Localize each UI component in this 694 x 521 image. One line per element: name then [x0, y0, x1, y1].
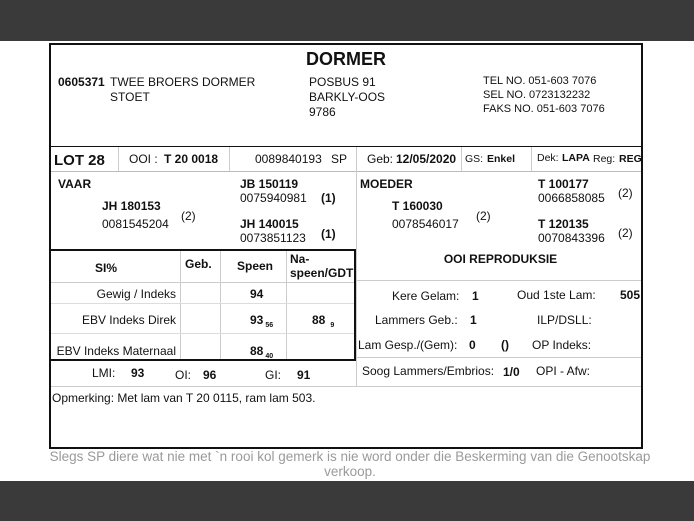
dam-number: 0078546017 [392, 217, 459, 231]
lot-number: LOT 28 [54, 152, 105, 169]
owner-address-line3: 9786 [309, 105, 336, 119]
owner-address-line2: BARKLY-OOS [309, 90, 386, 104]
divider [51, 303, 354, 304]
naspeen-accuracy: 9 [330, 322, 335, 329]
oud-1ste-lam-label: Oud 1ste Lam: [517, 288, 596, 302]
dam-dam-number: 0070843396 [538, 231, 605, 245]
gi-value: 91 [297, 368, 311, 382]
lammers-geb-label: Lammers Geb.: [375, 313, 458, 327]
dam-sire-id: T 100177 [538, 177, 589, 191]
lammers-geb-value: 1 [470, 313, 477, 327]
kere-gelam-value: 1 [472, 289, 479, 303]
opi-afw-label: OPI - Afw: [536, 364, 591, 378]
sire-sire-id: JB 150119 [240, 177, 299, 191]
si-row-speen [250, 344, 273, 360]
divider [51, 386, 641, 387]
divider [357, 280, 641, 281]
divider [180, 251, 181, 359]
dek-label: Dek: [537, 152, 559, 164]
si-row-label: EBV Indeks Direk [81, 313, 176, 327]
gi-label: GI: [265, 368, 282, 382]
dam-sire-grade: (2) [618, 186, 633, 200]
remark: Opmerking: Met lam van T 20 0115, ram lam 503. [52, 391, 316, 405]
owner-name-line1: TWEE BROERS DORMER [110, 75, 256, 89]
dam-dam-grade: (2) [618, 226, 633, 240]
sire-sire-number: 0075940981 [240, 191, 307, 205]
sire-sire-grade: (1) [321, 191, 336, 205]
divider [51, 146, 641, 147]
reg-label: Reg: [593, 153, 616, 165]
birth-date: 12/05/2020 [396, 152, 457, 166]
divider [356, 249, 357, 386]
si-row-naspeen [312, 313, 334, 329]
geb-header: Geb. [185, 257, 212, 271]
divider [357, 357, 641, 358]
kere-gelam-label: Kere Gelam: [392, 289, 460, 303]
si-header: SI% [95, 261, 118, 275]
sire-dam-number: 0073851123 [240, 231, 306, 245]
owner-name-line2: STOET [110, 90, 150, 104]
naspeen-value: 88 [312, 313, 326, 327]
top-dark-band [0, 0, 694, 41]
speen-value: 88 [250, 344, 264, 358]
speen-accuracy: 40 [265, 353, 274, 360]
owner-address-line1: POSBUS 91 [309, 75, 376, 89]
speen-value: 93 [250, 313, 264, 327]
oud-1ste-lam-value: 505 [620, 288, 641, 302]
dam-dam-id: T 120135 [538, 217, 589, 231]
owner-sel: SEL NO. 0723132232 [483, 89, 591, 101]
lam-gesp-extra: () [501, 338, 509, 352]
soog-value: 1/0 [503, 365, 520, 379]
divider [229, 147, 230, 171]
sire-dam-id: JH 140015 [240, 217, 299, 231]
speen-accuracy: 56 [265, 322, 274, 329]
divider [531, 147, 532, 171]
ooi-label: OOI : [129, 152, 158, 166]
gs-value: Enkel [487, 153, 516, 165]
si-row-speen: 94 [250, 287, 264, 301]
divider [118, 147, 119, 171]
footnote: Slegs SP diere wat nie met `n rooi kol gemerk is nie word onder die Beskerming van die Genootskap verkoop. [49, 449, 651, 479]
si-row-label: EBV Indeks Maternaal [56, 344, 176, 358]
divider [51, 333, 354, 334]
divider [286, 251, 287, 359]
oi-label: OI: [175, 368, 192, 382]
bottom-dark-band [0, 481, 694, 521]
speen-header: Speen [237, 259, 274, 273]
reg-value: REG [619, 153, 642, 165]
ooi-value: T 20 0018 [164, 152, 219, 166]
sire-dam-grade: (1) [321, 227, 336, 241]
dam-sire-number: 0066858085 [538, 191, 605, 205]
sire-id: JH 180153 [102, 199, 161, 213]
ilp-dsll-label: ILP/DSLL: [537, 313, 592, 327]
divider [220, 251, 221, 359]
dam-label: MOEDER [360, 177, 413, 191]
sire-number: 0081545204 [102, 217, 169, 231]
divider [461, 147, 462, 171]
lam-gesp-value: 0 [469, 338, 476, 352]
divider [51, 282, 354, 283]
divider [51, 171, 641, 172]
birth-label: Geb: [367, 152, 394, 166]
sire-label: VAAR [58, 177, 92, 191]
oi-value: 96 [203, 368, 217, 382]
gs-label: GS: [465, 153, 484, 165]
naspeen-header-line2: speen/GDT [290, 266, 354, 280]
owner-tel: TEL NO. 051-603 7076 [483, 75, 597, 87]
si-row-label: Gewig / Indeks [96, 287, 176, 301]
auction-lot-card [49, 43, 643, 449]
breed-code: SP [331, 152, 348, 166]
si-table [51, 249, 356, 361]
dam-grade: (2) [476, 209, 491, 223]
soog-label: Soog Lammers/Embrios: [362, 364, 495, 378]
ooi-id-number: 0089840193 [255, 152, 322, 166]
page-title: DORMER [306, 49, 386, 69]
dek-value: LAPA [562, 152, 590, 164]
lam-gesp-label: Lam Gesp./(Gem): [358, 338, 458, 352]
lmi-value: 93 [131, 366, 145, 380]
reproduction-title: OOI REPRODUKSIE [443, 252, 558, 266]
sire-grade: (2) [181, 209, 196, 223]
op-indeks-label: OP Indeks: [532, 338, 592, 352]
naspeen-header-line1: Na- [290, 252, 310, 266]
si-row-speen [250, 313, 273, 329]
owner-faks: FAKS NO. 051-603 7076 [483, 103, 605, 115]
divider [356, 171, 357, 251]
divider [356, 147, 357, 171]
lmi-label: LMI: [92, 366, 116, 380]
dam-id: T 160030 [392, 199, 443, 213]
owner-code: 0605371 [58, 75, 105, 89]
